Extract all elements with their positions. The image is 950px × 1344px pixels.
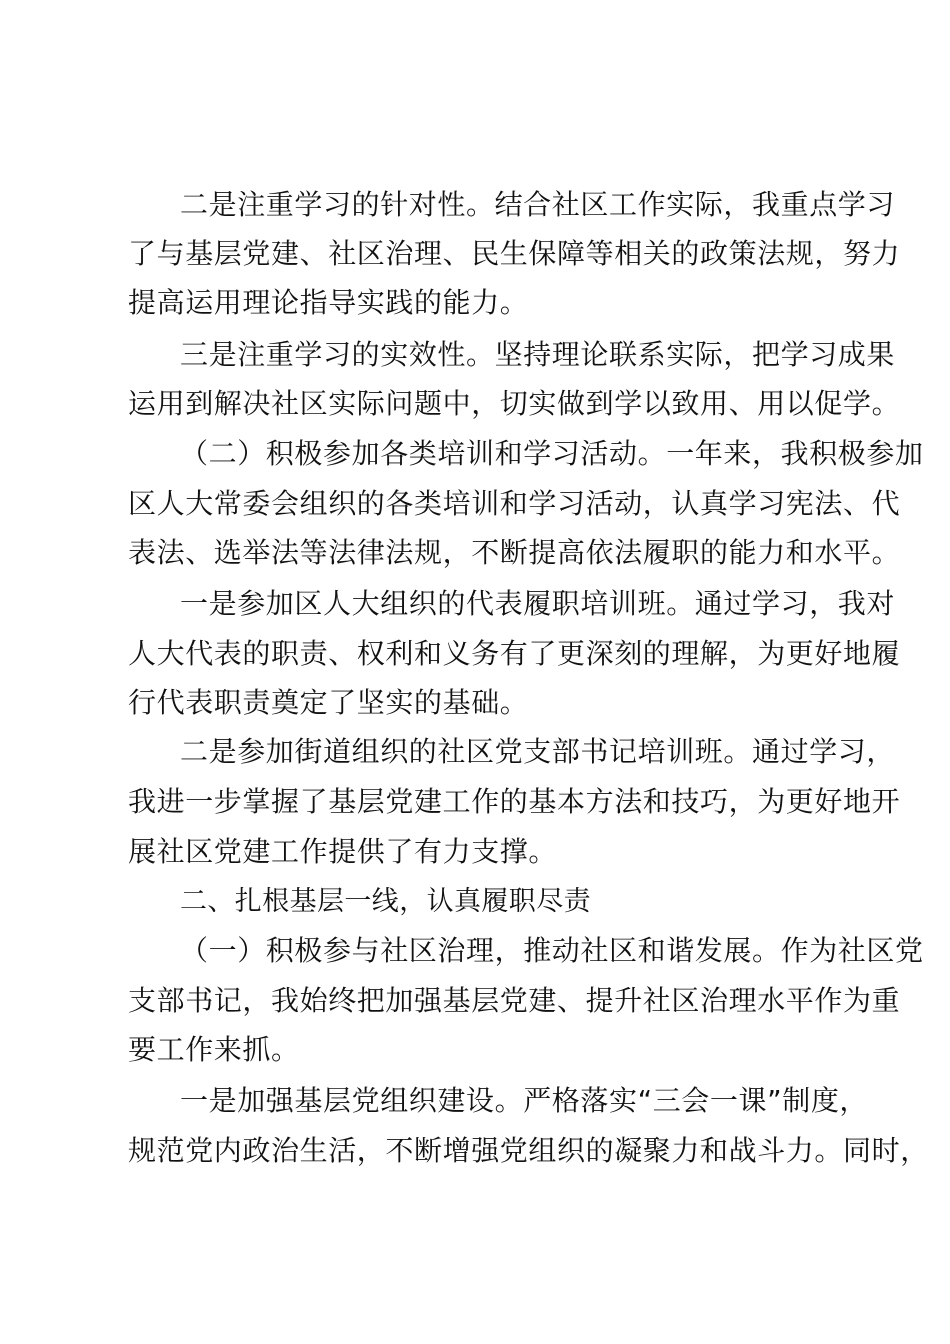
paragraph-line: 我进一步掌握了基层党建工作的基本方法和技巧，为更好地开 — [128, 785, 901, 818]
paragraph-line: 运用到解决社区实际问题中，切实做到学以致用、用以促学。 — [128, 387, 901, 420]
paragraph-line: （二）积极参加各类培训和学习活动。一年来，我积极参加 — [180, 437, 924, 470]
paragraph-line: 支部书记，我始终把加强基层党建、提升社区治理水平作为重 — [128, 984, 901, 1017]
paragraph-line: 展社区党建工作提供了有力支撑。 — [128, 835, 558, 868]
paragraph-line: 了与基层党建、社区治理、民生保障等相关的政策法规，努力 — [128, 237, 901, 270]
paragraph-line: 一是加强基层党组织建设。严格落实“三会一课”制度， — [180, 1084, 869, 1117]
paragraph-line: 行代表职责奠定了坚实的基础。 — [128, 686, 529, 719]
paragraph-line: （一）积极参与社区治理，推动社区和谐发展。作为社区党 — [180, 934, 924, 967]
paragraph-line: 规范党内政治生活，不断增强党组织的凝聚力和战斗力。同时， — [128, 1134, 929, 1167]
paragraph-line: 要工作来抓。 — [128, 1033, 300, 1066]
paragraph-line: 二是参加街道组织的社区党支部书记培训班。通过学习， — [180, 735, 896, 768]
paragraph-line: 二是注重学习的针对性。结合社区工作实际，我重点学习 — [180, 188, 896, 221]
paragraph-line: 一是参加区人大组织的代表履职培训班。通过学习，我对 — [180, 587, 896, 620]
paragraph-line: 人大代表的职责、权利和义务有了更深刻的理解，为更好地履 — [128, 637, 901, 670]
section-heading: 二、扎根基层一线，认真履职尽责 — [180, 886, 591, 917]
paragraph-line: 区人大常委会组织的各类培训和学习活动，认真学习宪法、代 — [128, 487, 901, 520]
paragraph-line: 提高运用理论指导实践的能力。 — [128, 286, 529, 319]
paragraph-line: 三是注重学习的实效性。坚持理论联系实际，把学习成果 — [180, 338, 896, 371]
paragraph-line: 表法、选举法等法律法规，不断提高依法履职的能力和水平。 — [128, 536, 901, 569]
